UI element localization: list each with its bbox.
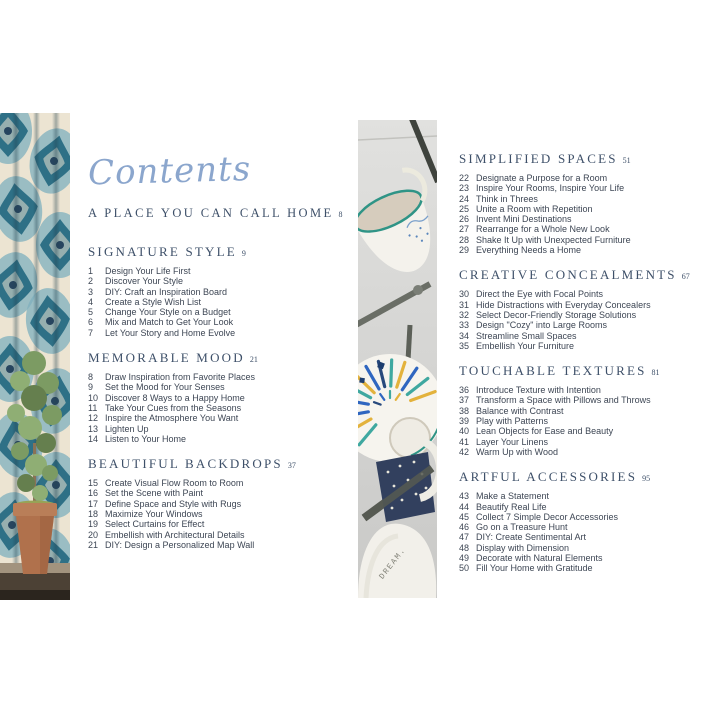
toc-entry-label: DIY: Craft an Inspiration Board	[105, 286, 228, 297]
toc-entry-label: Streamline Small Spaces	[476, 330, 577, 341]
curtain-topiary-photo	[0, 113, 70, 600]
toc-entry	[88, 499, 343, 509]
toc-entry-number: 38	[459, 405, 470, 416]
toc-entry-number: 11	[88, 402, 98, 413]
toc-entry-label: Warm Up with Wood	[476, 446, 559, 457]
toc-entry-label: Design "Cozy" into Large Rooms	[476, 320, 607, 331]
toc-entry-number: 31	[459, 299, 470, 310]
toc-entry-number: 42	[459, 446, 470, 457]
toc-entry-label: Lighten Up	[105, 423, 149, 434]
toc-section	[459, 469, 709, 573]
section-title-text: TOUCHABLE TEXTURES	[459, 363, 647, 379]
toc-entry-number: 33	[459, 320, 470, 331]
toc-entry-label: Invent Mini Destinations	[476, 214, 572, 225]
toc-entry	[459, 502, 709, 512]
toc-entry	[459, 522, 709, 532]
toc-entry	[88, 382, 343, 392]
toc-section	[88, 350, 343, 444]
toc-entry-number: 18	[88, 509, 99, 520]
toc-entry-number: 36	[459, 385, 470, 396]
toc-entry	[459, 341, 709, 351]
toc-entry-label: Discover 8 Ways to a Happy Home	[105, 392, 245, 403]
toc-entry	[459, 204, 709, 214]
toc-entry-number: 24	[459, 193, 470, 204]
toc-entry-label: Take Your Cues from the Seasons	[105, 402, 242, 413]
toc-entry	[459, 512, 709, 522]
toc-entry	[459, 224, 709, 234]
toc-entry-label: Direct the Eye with Focal Points	[476, 289, 604, 300]
section-title-text: SIGNATURE STYLE	[88, 244, 237, 259]
ceramics-illustration	[358, 120, 437, 598]
section-title-text: SIMPLIFIED SPACES	[459, 151, 618, 166]
intro-heading-text: A PLACE YOU CAN CALL HOME	[88, 206, 334, 220]
toc-entry	[459, 553, 709, 563]
toc-entry-label: Everything Needs a Home	[476, 245, 582, 256]
toc-entry-label: Embellish with Architectural Details	[105, 529, 245, 540]
toc-entry	[88, 297, 343, 307]
toc-entry	[88, 307, 343, 317]
toc-entry-label: Shake It Up with Unexpected Furniture	[476, 234, 631, 245]
toc-entry-label: Balance with Contrast	[476, 405, 564, 416]
toc-entry-label: Decorate with Natural Elements	[476, 553, 603, 564]
toc-entry-number: 3	[88, 286, 94, 297]
toc-entry-label: Design Your Life First	[105, 266, 191, 276]
toc-entry-label: Make a Statement	[476, 491, 550, 502]
toc-entry-label: Embellish Your Furniture	[476, 340, 575, 351]
toc-entry	[88, 540, 343, 550]
toc-entry-number: 28	[459, 234, 470, 245]
toc-entry	[459, 385, 709, 395]
section-page-number: 81	[651, 368, 660, 378]
toc-entry	[88, 317, 343, 327]
toc-entry	[459, 491, 709, 501]
toc-left-column	[88, 150, 343, 562]
toc-entry	[459, 194, 709, 204]
toc-entry-number: 10	[88, 392, 99, 403]
toc-section	[459, 151, 709, 255]
toc-entry-label: Lean Objects for Ease and Beauty	[476, 426, 614, 437]
toc-entry	[88, 530, 343, 540]
toc-entry-number: 14	[88, 433, 99, 444]
section-page-number: 37	[287, 461, 296, 471]
toc-entry-label: Create Visual Flow Room to Room	[105, 478, 244, 489]
toc-entry-number: 8	[88, 372, 94, 383]
toc-entry	[459, 563, 709, 573]
toc-entry	[88, 276, 343, 286]
toc-entry-number: 39	[459, 416, 470, 427]
toc-right-column	[459, 151, 709, 586]
intro-heading	[88, 206, 343, 221]
toc-entry-number: 50	[459, 563, 470, 574]
section-page-number: 67	[681, 272, 690, 282]
toc-entry-number: 1	[88, 266, 94, 276]
toc-entry-number: 4	[88, 296, 94, 307]
toc-entry-label: Discover Your Style	[105, 276, 184, 287]
toc-entry-label: Collect 7 Simple Decor Accessories	[476, 511, 619, 522]
toc-entry	[459, 437, 709, 447]
toc-entry	[459, 235, 709, 245]
section-title-text: CREATIVE CONCEALMENTS	[459, 267, 677, 283]
section-page-number: 51	[622, 156, 631, 165]
toc-entry-label: Maximize Your Windows	[105, 509, 203, 520]
section-title	[88, 244, 343, 260]
toc-entry-label: Beautify Real Life	[476, 501, 547, 512]
toc-entry-number: 15	[88, 478, 99, 489]
toc-entry-number: 6	[88, 317, 94, 328]
toc-section	[88, 456, 343, 550]
toc-entry-label: Inspire Your Rooms, Inspire Your Life	[476, 183, 625, 194]
toc-entry	[459, 543, 709, 553]
toc-entry-number: 43	[459, 491, 470, 502]
toc-entry	[88, 488, 343, 498]
section-title	[459, 267, 709, 283]
left-sections	[88, 244, 343, 550]
toc-entry-number: 46	[459, 522, 470, 533]
toc-entry-number: 22	[459, 173, 470, 183]
toc-entry-label: DIY: Create Sentimental Art	[476, 532, 587, 543]
toc-entry-label: Set the Mood for Your Senses	[105, 382, 225, 393]
toc-entry-label: Inspire the Atmosphere You Want	[105, 413, 239, 424]
toc-entry	[459, 310, 709, 320]
toc-entry-number: 37	[459, 395, 470, 406]
toc-entry	[88, 413, 343, 423]
section-title	[459, 151, 709, 167]
toc-entry	[88, 372, 343, 382]
toc-entry-number: 34	[459, 330, 470, 341]
toc-entry-number: 12	[88, 413, 99, 424]
toc-entry-number: 26	[459, 214, 470, 225]
section-title	[88, 456, 343, 472]
toc-entry-number: 25	[459, 203, 470, 214]
toc-entry	[459, 406, 709, 416]
toc-entry	[88, 478, 343, 488]
toc-entry-label: Draw Inspiration from Favorite Places	[105, 372, 256, 383]
toc-entry-number: 30	[459, 289, 470, 300]
toc-entry-number: 40	[459, 426, 470, 437]
toc-entry-number: 48	[459, 542, 470, 553]
section-page-number: 9	[241, 249, 246, 258]
toc-entry-label: Introduce Texture with Intention	[476, 385, 601, 396]
contents-title: Contents	[87, 149, 252, 194]
toc-entry-number: 2	[88, 276, 94, 287]
section-title-text: BEAUTIFUL BACKDROPS	[88, 456, 283, 472]
toc-entry	[459, 395, 709, 405]
toc-entry	[459, 447, 709, 457]
toc-entry	[88, 509, 343, 519]
section-title	[459, 469, 709, 485]
toc-entry-number: 17	[88, 498, 99, 509]
toc-entry-label: Select Decor-Friendly Storage Solutions	[476, 309, 637, 320]
toc-entry	[459, 173, 709, 183]
toc-entry-label: Create a Style Wish List	[105, 296, 202, 307]
toc-entry	[88, 424, 343, 434]
toc-entry	[459, 532, 709, 542]
toc-section	[459, 267, 709, 351]
toc-entry	[459, 320, 709, 330]
toc-entry	[459, 426, 709, 436]
toc-entry-label: Let Your Story and Home Evolve	[105, 327, 236, 338]
toc-entry-label: Think in Threes	[476, 193, 538, 204]
toc-entry	[88, 519, 343, 529]
toc-entry	[459, 245, 709, 255]
toc-entry-label: Designate a Purpose for a Room	[476, 173, 608, 183]
toc-entry	[88, 434, 343, 444]
toc-entry-label: Change Your Style on a Budget	[105, 307, 231, 318]
toc-entry-label: Fill Your Home with Gratitude	[476, 563, 593, 574]
right-sections	[459, 151, 709, 574]
toc-entry-label: Display with Dimension	[476, 542, 570, 553]
toc-entry-number: 13	[88, 423, 99, 434]
section-title-text: MEMORABLE MOOD	[88, 350, 245, 366]
toc-entry-number: 29	[459, 245, 470, 256]
toc-entry	[459, 289, 709, 299]
toc-entry-number: 27	[459, 224, 470, 235]
toc-entry	[88, 287, 343, 297]
toc-entry-label: Select Curtains for Effect	[105, 519, 205, 530]
toc-entry-label: Listen to Your Home	[105, 433, 187, 444]
toc-entry-label: Mix and Match to Get Your Look	[105, 317, 234, 328]
toc-entry	[459, 214, 709, 224]
toc-entry-number: 16	[88, 488, 99, 499]
toc-entry	[88, 393, 343, 403]
toc-entry-number: 45	[459, 511, 470, 522]
toc-section	[459, 363, 709, 457]
toc-entry-label: Unite a Room with Repetition	[476, 203, 593, 214]
toc-entry-number: 49	[459, 553, 470, 564]
toc-entry	[459, 183, 709, 193]
toc-entry-label: Layer Your Linens	[476, 436, 549, 447]
toc-entry-label: Define Space and Style with Rugs	[105, 498, 242, 509]
toc-entry-number: 19	[88, 519, 99, 530]
toc-entry	[459, 300, 709, 310]
toc-entry-number: 41	[459, 436, 470, 447]
mug-text: DREAM.	[377, 546, 409, 582]
toc-entry-number: 35	[459, 340, 470, 351]
section-title-text: ARTFUL ACCESSORIES	[459, 469, 638, 485]
toc-entry-number: 44	[459, 501, 470, 512]
toc-entry-label: Rearrange for a Whole New Look	[476, 224, 610, 235]
toc-entry-number: 47	[459, 532, 470, 543]
toc-entry	[88, 328, 343, 338]
toc-entry-number: 23	[459, 183, 470, 194]
toc-entry-label: DIY: Design a Personalized Map Wall	[105, 539, 255, 550]
curtain-topiary-illustration	[0, 113, 70, 600]
toc-entry-number: 20	[88, 529, 99, 540]
toc-entry	[459, 331, 709, 341]
toc-entry-label: Play with Patterns	[476, 416, 549, 427]
toc-entry	[88, 266, 343, 276]
toc-entry-number: 32	[459, 309, 470, 320]
toc-entry-label: Hide Distractions with Everyday Concealers	[476, 299, 651, 310]
section-title	[88, 350, 343, 366]
toc-section	[88, 244, 343, 338]
toc-entry-number: 5	[88, 307, 94, 318]
section-page-number: 21	[249, 355, 258, 365]
toc-entry	[88, 403, 343, 413]
toc-entry-number: 21	[88, 539, 99, 550]
toc-entry-label: Set the Scene with Paint	[105, 488, 204, 499]
section-page-number: 95	[642, 474, 651, 484]
section-title	[459, 363, 709, 379]
toc-entry-number: 7	[88, 327, 94, 338]
toc-entry-label: Transform a Space with Pillows and Throws	[476, 395, 651, 406]
toc-entry	[459, 416, 709, 426]
toc-entry-label: Go on a Treasure Hunt	[476, 522, 568, 533]
toc-entry-number: 9	[88, 382, 94, 393]
intro-page-number: 8	[338, 210, 343, 219]
ceramics-rack-photo	[358, 120, 437, 598]
